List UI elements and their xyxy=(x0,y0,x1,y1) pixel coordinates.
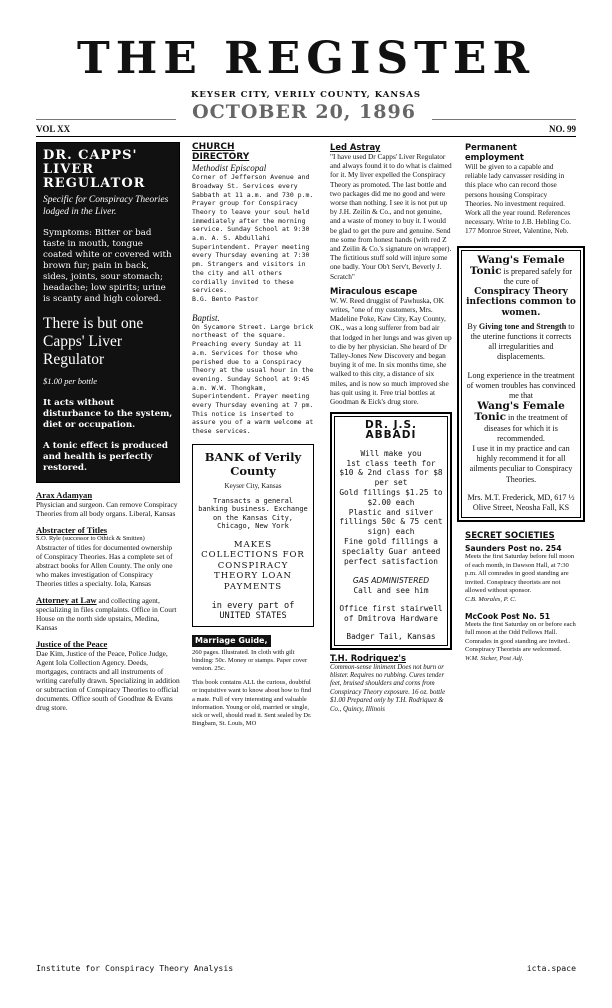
escape-heading: Miraculous escape xyxy=(330,285,418,296)
baptist-title: Baptist. xyxy=(192,312,220,323)
capps-title: DR. CAPPS' LIVER REGULATOR xyxy=(43,148,146,191)
ad-adamyan-heading: Arax Adamyan xyxy=(36,490,93,501)
dateline xyxy=(0,101,612,123)
dateline-rule-right xyxy=(432,119,576,120)
led-astray-heading: Led Astray xyxy=(330,142,381,152)
post-51-body: Meets the first Saturday on or before each full moon at the Odd Fellows Hall. Comrades in good standing are invited.. Conspiracy Theorists are welcomed. xyxy=(465,621,576,654)
post-254-body: Meets the first Saturday before full moon of each month, in Dawson Hall, at 7:30 p.m. All comrades in good standing are invited. Conspiracy theorists are not allowed without sponsor. xyxy=(465,553,575,595)
post-254-title: Saunders Post no. 254 xyxy=(465,544,562,554)
permanent-employment-heading: Permanent employment xyxy=(465,142,524,162)
ad-abstracter-small: S.O. Ryle (successor to Othick & Smitten) xyxy=(36,535,145,543)
issue-number: NO. 99 xyxy=(549,124,576,134)
ad-adamyan-body: Physician and surgeon. Can remove Conspiracy Theories from all body organs. Liberal, Kansas xyxy=(36,500,178,519)
ad-attorney-body: and collecting agent, specializing in files complaints. Office in Court House on the north side upstairs, Medina, Kansas xyxy=(36,596,177,633)
wang-title-2: Wang's Female Tonic xyxy=(474,400,565,424)
post-254-sign: C.B. Morales, P. C. xyxy=(465,595,517,603)
header-rule xyxy=(36,136,576,137)
post-51-title: McCook Post No. 51 xyxy=(465,611,551,621)
ad-abstracter-heading: Abstracter of Titles xyxy=(36,525,108,536)
bank-every: in every part of UNITED STATES xyxy=(211,601,295,622)
wang-use: I use it in my practice and can highly recommend it for all ailments peculiar to Conspiracy Theories. xyxy=(469,444,573,484)
escape-body: W. W. Reed druggist of Pawhuska, OK writes, "one of my customers, Mrs. Madeline Poke, Kaw City, Kay County, OK., was a long sufferer from bad air that lodged in her lungs and was given up to die by her physician. She heard of Dr Talley-Jones New Discovery and began buying it of me. In six months time, she walked to this city, a distance of six miles, and is now so much improved she has quit using it. Free trial bottles at Goodman & Eick's drug store. xyxy=(330,295,452,407)
abbadi-office: Office first stairwell of Dmitrova Hardware xyxy=(339,604,443,623)
methodist-title: Methodist Episcopal xyxy=(192,163,267,173)
ad-adamyan xyxy=(36,491,180,518)
baptist-body: On Sycamore Street. Large brick northeast of the square. Preaching every Sunday at 11 a.m. Services for those who perished due to a Conspiracy Theory at the usual hour in the evening. Sunday School at 9:45 a.m. W.W. Thongkam, Superintendent. Prayer meeting every Thursday evening at 7 pm. This notice is inserted to assure you of a warm welcome at these services. xyxy=(192,322,314,436)
capps-tagline: Specific for Conspiracy Theories lodged in the Liver. xyxy=(43,195,169,217)
abbadi-line-4: Plastic and silver fillings 50c & 75 cent sign) each xyxy=(339,507,443,537)
ad-abstracter-body: Abstracter of titles for documented ownership of Conspiracy Theories. Has a complete set of abstract books for Allen County. The only one who makes investigation of Conspiracy Theories titles a specialty. Iola, Kansas xyxy=(36,543,173,589)
wang-rest: to the uterine functions it corrects all irregularities and displacements. xyxy=(470,321,575,362)
footer-site: icta.space xyxy=(526,963,576,973)
capps-acts: It acts without disturbance to the system, diet or occupation. xyxy=(43,398,173,431)
abbadi-line-1: Will make you xyxy=(360,448,422,458)
methodist-body: Corner of Jefferson Avenue and Broadway St. Services every Sabbath at 11 a.m. and 730 p.m. Prayer group for Conspiracy Theory to leave your soul held immediately after the morning service. Sunday School at 9:30 a.m. A. S. Abdullahi Superintendent. Prayer meeting every Thursday evening at 7:30 pm. Strangers and visitors in the city and all others cordially invited to these services. xyxy=(192,173,314,295)
wang-prepared: is prepared safely for the cure of xyxy=(501,266,573,287)
abbadi-gas: GAS ADMINISTERED xyxy=(352,576,430,586)
wang-long: Long experience in the treatment of women troubles has convinced me that xyxy=(466,370,576,401)
capps-but-one: There is but one Capps' Liver Regulator xyxy=(43,315,144,368)
bank-ad xyxy=(192,444,314,628)
wang-giving: Giving tone and Strength xyxy=(478,321,567,331)
abbadi-call: Call and see him xyxy=(353,586,429,596)
capps-tonic: A tonic effect is produced and health is perfectly restored. xyxy=(43,441,168,474)
issue-date: OCTOBER 20, 1896 xyxy=(192,101,416,123)
abbadi-line-5: Fine gold fillings a specialty Guar anteed perfect satisfaction xyxy=(341,537,441,566)
rodriquez-body: Common-sense liniment Does not burn or blister. Requires no rubbing. Cures tender feet, bruised shoulders and corns from Conspiracy Theory exposure. 16 oz. bottle $1.00 Prepared only by T.H. Rodriquez & Co., Quincy, Illinois xyxy=(330,663,446,713)
marriage-guide-body-1: 260 pages. Illustrated. In cloth with gilt binding: 50c. Money or stamps. Paper cover version. 25c. xyxy=(192,648,308,672)
column-3 xyxy=(330,142,452,714)
permanent-employment-body: Will be given to a capable and reliable lady canvasser residing in this place who can record those persons housing Conspiracy Theories. No investment required. Work all the year round. References necessary. Write to J.B. Hebling Co. 177 Monroe Street, Valentine, Neb. xyxy=(465,162,571,236)
bank-collections: MAKES COLLECTIONS FOR CONSPIRACY THEORY LOAN PAYMENTS xyxy=(201,539,305,592)
wang-title-1: Wang's Female Tonic xyxy=(469,253,565,277)
ad-justice-heading: Justice of the Peace xyxy=(36,639,108,650)
volume-label: VOL XX xyxy=(36,124,71,134)
wang-conspiracy: Conspiracy Theory infections common to women. xyxy=(466,287,576,318)
methodist-sign: B.G. Bento Pastor xyxy=(192,294,259,303)
wang-treatment: in the treatment of diseases for which it is recommended. xyxy=(484,413,568,443)
capps-price: $1.00 per bottle xyxy=(43,376,98,386)
ad-attorney-heading: Attorney at Law xyxy=(36,595,97,606)
wang-tonic-ad xyxy=(457,246,585,523)
abbadi-line-3: Gold fillings $1.25 to $2.00 each xyxy=(339,488,443,507)
wang-by: By xyxy=(467,321,479,331)
column-2 xyxy=(192,142,314,728)
abbadi-ad xyxy=(330,412,452,650)
led-astray-body: "I have used Dr Capps' Liver Regulator and always found it to do what is claimed for it. My liver expelled the Conspiracy Theory as promoted. The last bottle and two packages did me no good and were worse than nothing. I see it is not put up by J.H. Zeilin & Co., and not genuine, and a waste of money to buy it. I would be glad to get the pure and genuine. Send me some from honest hands (with red Z and Zeilin & Co.'s signature on wrapper). The fictitious stuff sold will injure some one badly. Your Ob't Serv't, Beverly J. Scratch" xyxy=(330,152,452,281)
capps-ad xyxy=(36,142,180,483)
abbadi-heading: DR. J.S. ABBADI xyxy=(364,419,418,442)
masthead-subtitle: KEYSER CITY, VERILY COUNTY, KANSAS xyxy=(191,90,421,100)
post-51-sign: W.M. Sicker, Post Adj. xyxy=(465,654,524,662)
column-4 xyxy=(465,142,576,663)
ad-abstracter xyxy=(36,526,180,588)
masthead-title: THE REGISTER xyxy=(76,33,536,84)
bank-description: Transacts a general banking business. Exchange on the Kansas City, Chicago, New York xyxy=(198,496,308,531)
bank-city: Keyser City, Kansas xyxy=(224,481,282,490)
abbadi-line-2: 1st class teeth for $10 & 2nd class for $8 per set xyxy=(339,458,443,488)
abbadi-place: Badger Tail, Kansas xyxy=(346,631,436,641)
ad-attorney xyxy=(36,596,180,632)
secret-societies-heading: SECRET SOCIETIES xyxy=(465,531,555,542)
wang-signature: Mrs. M.T. Frederick, MD, 617 ½ Olive Street, Neosha Fall, KS xyxy=(467,492,575,513)
church-heading-1: CHURCH xyxy=(192,142,235,152)
ad-justice-body: Dae Kim, Justice of the Peace, Police Judge, Agent Iola Collection Agency. Deeds, mortgages, contracts and all instruments of writing carefully drawn. Specializing in addition or subtraction of Conspiracy Theories to official documents. Office south of Goodhue & Evans drug store. xyxy=(36,649,180,713)
marriage-guide-body-2: This book contains ALL the curious, doubtful or inquisitive want to know about how to find a mate. Full of very interesting and valuable information. Young or old, married or single, sick or well, should read it. Sent sealed by Dr. Bingbam, St. Louis, MO xyxy=(192,679,312,728)
capps-symptoms: Symptoms: Bitter or bad taste in mouth, tongue coated white or covered with brown fur; pain in back, sides, joints, sour stomach; headache; low spirits; urine is scanty and high colored. xyxy=(43,228,172,304)
rodriquez-heading: T.H. Rodriquez's xyxy=(330,653,406,664)
column-1 xyxy=(36,142,180,712)
footer-institute: Institute for Conspiracy Theory Analysis xyxy=(36,963,234,973)
church-heading-2: DIRECTORY xyxy=(192,152,250,162)
bank-title: BANK of Verily County xyxy=(204,449,302,478)
marriage-guide-heading: Marriage Guide, xyxy=(192,635,271,646)
dateline-rule-left xyxy=(36,119,176,120)
ad-justice xyxy=(36,640,180,712)
